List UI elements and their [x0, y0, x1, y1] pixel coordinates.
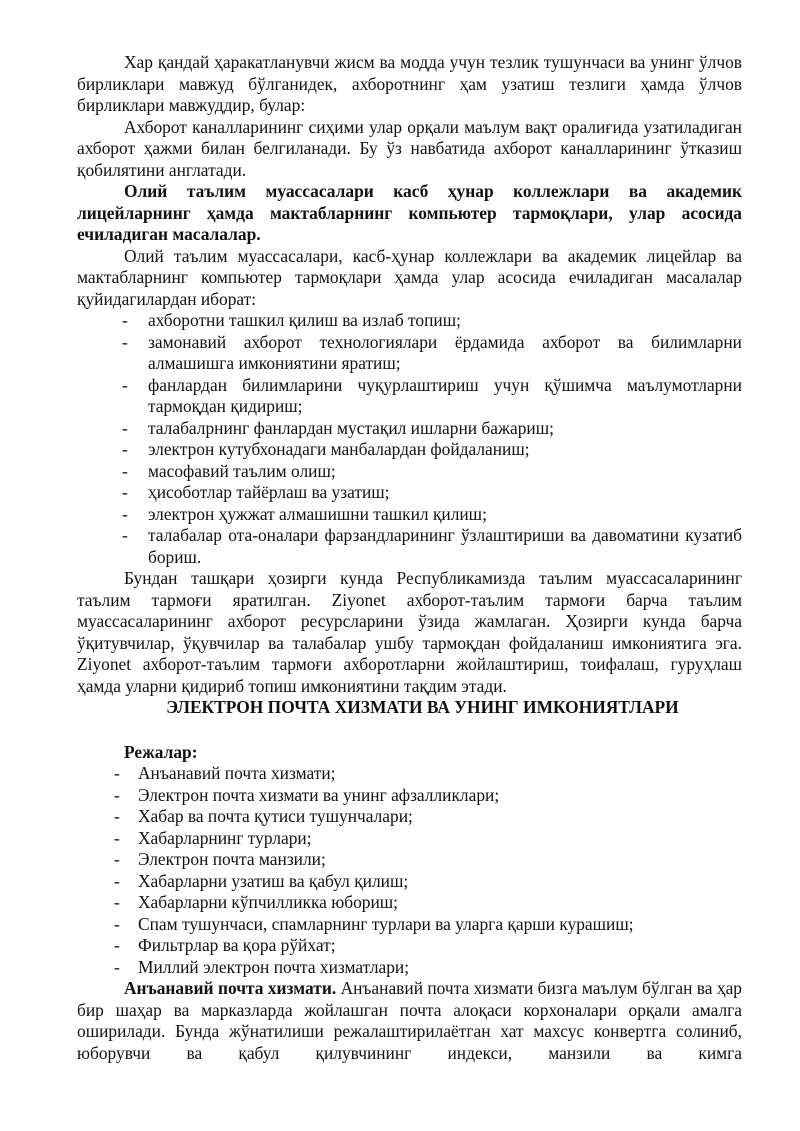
list-dash: -: [122, 310, 128, 330]
list-item: - Фильтрлар ва қора рўйхат;: [114, 935, 336, 955]
list-dash: -: [122, 460, 128, 481]
list-item: - электрон кутубхонадаги манбалардан фойдаланиш;: [122, 439, 530, 459]
list-item: - талабалрнинг фанлардан мустақил ишларни бажариш;: [122, 417, 554, 438]
list-item: - Хабарларни кўпчилликка юбориш;: [114, 892, 398, 912]
list-item: - электрон ҳужжат алмашишни ташкил қилиш;: [122, 503, 487, 524]
plan-label: Режалар:: [124, 741, 198, 762]
list-dash: -: [122, 417, 128, 438]
list-dash: -: [122, 374, 128, 395]
list-dash: -: [114, 806, 120, 826]
paragraph-ziyonet: Бундан ташқари ҳозирги кунда Республикамизда таълим муассасаларининг таълим тармоғи яратилган. Ziyonet ахборот-таълим тармоғи барча таълим муассасаларининг ахборот ресурсларини ўзида жамлаган. Ҳозирги кунда барча ўқитувчилар, ўқувчилар ва талабалар ушбу тармоқдан фойдаланиш имкониятига эга. Ziyonet ахборот-таълим тармоғи ахборотларни жойлаштириш, тоифалаш, гуруҳлаш ҳамда уларни қидириб топиш имкониятини тақдим этади.: [77, 568, 742, 696]
list-item: - Хабарларни узатиш ва қабул қилиш;: [114, 870, 409, 891]
section-heading: ЭЛЕКТРОН ПОЧТА ХИЗМАТИ ВА УНИНГ ИМКОНИЯТЛАРИ: [166, 697, 679, 717]
list-dash: -: [114, 956, 120, 977]
paragraph-networks-intro: Олий таълим муассасалари, касб-ҳунар коллежлари ва академик лицейлар ва мактабларнинг компьютер тармоқлари ҳамда улар асосида ечиладиган масалалар қуйидагилардан иборат:: [77, 245, 742, 309]
list-dash: -: [122, 525, 128, 545]
list-item: - ҳисоботлар тайёрлаш ва узатиш;: [122, 482, 390, 502]
list-dash: -: [114, 870, 120, 891]
list-item: - фанлардан билимларини чуқурлаштириш учун қўшимча маълумотларни тармоқдан қидириш;: [122, 374, 742, 416]
traditional-mail-lead: Анъанавий почта хизмати.: [124, 978, 337, 998]
list-item: - ахборотни ташкил қилиш ва излаб топиш;: [122, 310, 461, 330]
list-item: - замонавий ахборот технологиялари ёрдамида ахборот ва билимларни алмашишга имкониятини яратиш;: [122, 331, 742, 373]
list-item: - Спам тушунчаси, спамларнинг турлари ва уларга қарши курашиш;: [114, 913, 634, 934]
list-item: - Хабарларнинг турлари;: [114, 827, 312, 848]
list-item: - Миллий электрон почта хизматлари;: [114, 956, 410, 977]
paragraph-traditional-mail: [77, 978, 742, 1064]
list-item: - Электрон почта хизмати ва унинг афзалликлари;: [114, 784, 500, 805]
list-dash: -: [122, 482, 128, 502]
paragraph-speed: Хар қандай ҳаракатланувчи жисм ва модда учун тезлик тушунчаси ва унинг ўлчов бирликлари мавжуд бўлганидек, ахборотнинг ҳам узатиш тезлиги ҳамда ўлчов бирликлари мавжуддир, булар:: [77, 52, 742, 115]
document-page: [77, 52, 742, 1064]
list-dash: -: [122, 503, 128, 524]
list-dash: -: [114, 827, 120, 848]
list-dash: -: [114, 935, 120, 955]
list-dash: -: [122, 331, 128, 352]
list-dash: -: [122, 439, 128, 459]
list-dash: -: [114, 892, 120, 912]
paragraph-channel-capacity: Ахборот каналларининг сиҳими улар орқали маълум вақт оралиғида узатиладиган ахборот ҳажми билан белгиланади. Бу ўз навбатида ахборот каналларининг ўтказиш қобилятини англатади.: [77, 116, 742, 180]
list-item: - Анъанавий почта хизмати;: [114, 763, 336, 783]
section-subtitle-networks: Олий таълим муассасалари касб ҳунар коллежлари ва академик лицейларнинг ҳамда мактабларнинг компьютер тармоқлари, улар асосида ечиладиган масалалар.: [77, 181, 742, 244]
list-dash: -: [114, 913, 120, 934]
list-dash: -: [114, 784, 120, 805]
list-item: - талабалар ота-оналари фарзандларининг ўзлаштириши ва давоматини кузатиб бориш.: [122, 525, 742, 567]
tasks-list: [77, 310, 742, 568]
list-item: - Хабар ва почта қутиси тушунчалари;: [114, 806, 413, 826]
traditional-mail-text: Анъанавий почта хизмати бизга маълум бўлган ва ҳар бир шаҳар ва марказларда жойлашган почта алоқаси корхоналари орқали амалга оширилади. Бунда жўнатилиши режалаштирилаётган хат махсус конвертга солиниб, юборувчи ва қабул қилувчининг индекси, манзили ва кимга: [77, 978, 742, 1063]
list-dash: -: [114, 849, 120, 869]
plan-list: [77, 763, 742, 978]
list-item: - Электрон почта манзили;: [114, 849, 326, 869]
list-item: - масофавий таълим олиш;: [122, 460, 336, 481]
list-dash: -: [114, 763, 120, 783]
